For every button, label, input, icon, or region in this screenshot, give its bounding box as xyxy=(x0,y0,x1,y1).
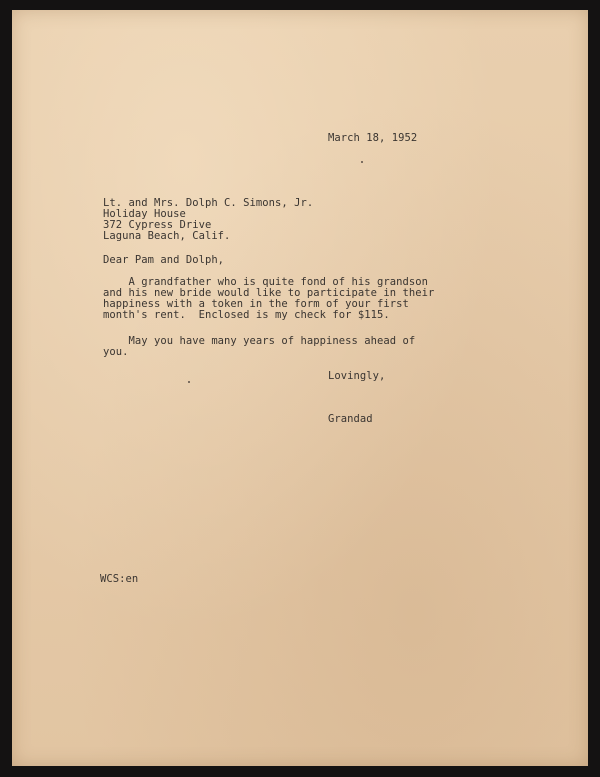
body-line: happiness with a token in the form of your first xyxy=(103,298,409,310)
typist-initials: WCS:en xyxy=(100,573,139,585)
address-line: 372 Cypress Drive xyxy=(103,219,212,231)
letter-date: March 18, 1952 xyxy=(328,132,418,144)
address-line: Holiday House xyxy=(103,208,186,220)
letter-page xyxy=(12,10,588,766)
closing: Lovingly, xyxy=(328,370,386,382)
salutation: Dear Pam and Dolph, xyxy=(103,254,225,266)
address-line: Lt. and Mrs. Dolph C. Simons, Jr. xyxy=(103,197,314,209)
address-line: Laguna Beach, Calif. xyxy=(103,230,231,242)
stray-ink-dot xyxy=(188,381,190,383)
body-line: May you have many years of happiness ahead of xyxy=(103,335,416,347)
stray-ink-dot xyxy=(361,161,363,163)
body-line: month's rent. Enclosed is my check for $115. xyxy=(103,309,390,321)
signature: Grandad xyxy=(328,413,373,425)
body-line: and his new bride would like to participate in their xyxy=(103,287,435,299)
body-line: A grandfather who is quite fond of his grandson xyxy=(103,276,428,288)
body-line: you. xyxy=(103,346,129,358)
